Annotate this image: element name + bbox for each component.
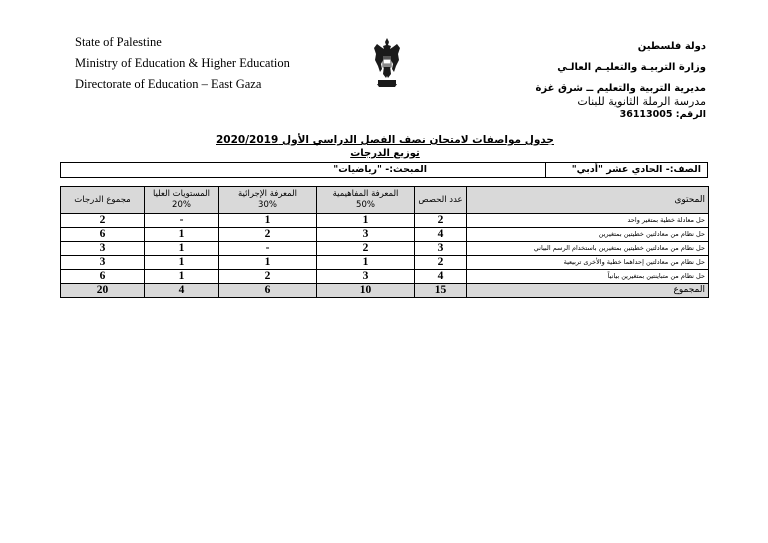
directorate-name-ar: مديرية التربية والتعليم ــ شرق غزة (535, 83, 706, 94)
table-row (61, 270, 709, 284)
row-content: حل نظام من معادلتين خطيتين بمتغيرين (467, 228, 709, 242)
total-higher: 4 (145, 284, 219, 298)
header-procedural (219, 187, 317, 214)
row-procedural: 2 (219, 228, 317, 242)
header-conceptual-pct: 50% (356, 200, 375, 210)
ministry-name-en: Ministry of Education & Higher Education (75, 56, 290, 70)
total-lessons: 15 (415, 284, 467, 298)
palestine-eagle-emblem (372, 36, 402, 88)
row-lessons: 2 (415, 256, 467, 270)
header-conceptual-label: المعرفة المفاهيمية (332, 189, 399, 199)
row-procedural: 1 (219, 214, 317, 228)
row-conceptual: 1 (317, 256, 415, 270)
row-procedural: - (219, 242, 317, 256)
row-higher: 1 (145, 228, 219, 242)
state-name-ar: دولة فلسطين (637, 41, 706, 52)
row-procedural: 1 (219, 256, 317, 270)
row-lessons: 2 (415, 214, 467, 228)
table-header-row (61, 187, 709, 214)
state-name-en: State of Palestine (75, 35, 162, 49)
total-label: المجموع (467, 284, 709, 298)
row-total: 3 (61, 242, 145, 256)
specification-table (60, 186, 709, 298)
row-conceptual: 2 (317, 242, 415, 256)
row-higher: 1 (145, 270, 219, 284)
document-title: جدول مواصفات لامتحان نصف الفصل الدراسي الأول 2020/2019 (216, 134, 554, 146)
total-procedural: 6 (219, 284, 317, 298)
row-conceptual: 1 (317, 214, 415, 228)
row-total: 2 (61, 214, 145, 228)
header-lessons: عدد الحصص (415, 187, 467, 214)
header-procedural-pct: 30% (258, 200, 277, 210)
table-row (61, 214, 709, 228)
row-total: 6 (61, 228, 145, 242)
directorate-name-en: Directorate of Education – East Gaza (75, 77, 262, 91)
school-name: مدرسة الرملة الثانوية للبنات (577, 95, 706, 108)
document-subtitle: توزيع الدرجات (350, 148, 420, 159)
row-content: حل نظام من متباينتين بمتغيرين بيانياً (467, 270, 709, 284)
row-procedural: 2 (219, 270, 317, 284)
row-lessons: 4 (415, 270, 467, 284)
header-content: المحتوى (467, 187, 709, 214)
table-row (61, 228, 709, 242)
header-procedural-label: المعرفة الإجرائية (238, 189, 297, 199)
row-higher: 1 (145, 242, 219, 256)
info-divider (545, 163, 547, 177)
school-code: الرقم: 36113005 (619, 109, 706, 120)
row-content: حل معادلة خطية بمتغير واحد (467, 214, 709, 228)
header-higher-label: المستويات العليا (152, 189, 211, 199)
header-higher-pct: 20% (172, 200, 191, 210)
header-arabic (536, 36, 706, 99)
row-higher: 1 (145, 256, 219, 270)
header-higher (145, 187, 219, 214)
row-content: حل نظام من معادلتين خطيتين بمتغيرين باستخدام الرسم البياني (467, 242, 709, 256)
total-conceptual: 10 (317, 284, 415, 298)
ministry-name-ar: وزارة التربيـة والتعليـم العالـي (557, 62, 706, 73)
table-row (61, 242, 709, 256)
header-conceptual (317, 187, 415, 214)
row-conceptual: 3 (317, 270, 415, 284)
header-total: مجموع الدرجات (61, 187, 145, 214)
total-total: 20 (61, 284, 145, 298)
class-subject-bar (60, 162, 708, 178)
row-conceptual: 3 (317, 228, 415, 242)
table-row (61, 256, 709, 270)
table-total-row (61, 284, 709, 298)
row-total: 3 (61, 256, 145, 270)
subject-label: المبحث:- "رياضيات" (333, 164, 427, 175)
row-total: 6 (61, 270, 145, 284)
header-english (75, 32, 290, 95)
row-lessons: 4 (415, 228, 467, 242)
class-label: الصف:- الحادي عشر "أدبي" (571, 164, 701, 175)
row-content: حل نظام من معادلتين إحداهما خطية والأخرى تربيعية (467, 256, 709, 270)
row-lessons: 3 (415, 242, 467, 256)
row-higher: - (145, 214, 219, 228)
